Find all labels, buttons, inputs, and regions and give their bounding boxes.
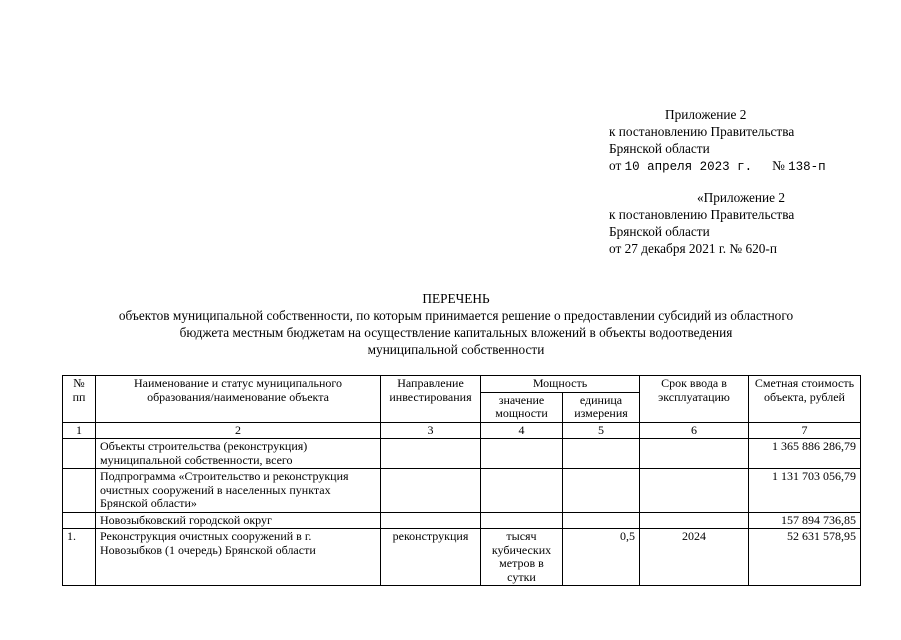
header-name: Наименование и статус муниципального образования/наименование объекта bbox=[96, 376, 381, 423]
cell-value: тысяч кубических метров в сутки bbox=[481, 529, 563, 586]
cell-num bbox=[63, 439, 96, 469]
appendix-line: от 27 декабря 2021 г. № 620-п bbox=[609, 241, 777, 256]
cell-unit bbox=[563, 512, 640, 529]
column-number: 6 bbox=[640, 422, 749, 439]
number-value: 138-п bbox=[788, 160, 826, 174]
cell-name: Подпрограмма «Строительство и реконструкция очистных сооружений в населенных пунктах Брянской области» bbox=[96, 469, 381, 513]
cell-name: Реконструкция очистных сооружений в г. Новозыбков (1 очередь) Брянской области bbox=[96, 529, 381, 586]
cell-year: 2024 bbox=[640, 529, 749, 586]
appendix-current bbox=[609, 106, 826, 176]
cell-unit: 0,5 bbox=[563, 529, 640, 586]
cell-direction: реконструкция bbox=[381, 529, 481, 586]
appendix-title: «Приложение 2 bbox=[697, 190, 785, 205]
objects-table bbox=[62, 375, 861, 586]
appendix-line: к постановлению Правительства bbox=[609, 207, 795, 222]
cell-cost: 1 131 703 056,79 bbox=[749, 469, 861, 513]
table-row bbox=[63, 512, 861, 529]
appendix-line: Брянской области bbox=[609, 141, 710, 156]
cell-direction bbox=[381, 469, 481, 513]
appendix-title: Приложение 2 bbox=[665, 107, 747, 122]
cell-name: Объекты строительства (реконструкция) муниципальной собственности, всего bbox=[96, 439, 381, 469]
cell-num bbox=[63, 512, 96, 529]
cell-direction bbox=[381, 439, 481, 469]
appendix-date-line bbox=[609, 157, 826, 176]
document-subtitle: бюджета местным бюджетам на осуществление капитальных вложений в объекты водоотведения bbox=[179, 325, 733, 340]
header-capacity-value: значение мощности bbox=[481, 392, 563, 422]
date-value: 10 апреля 2023 г. bbox=[624, 160, 753, 174]
cell-num: 1. bbox=[63, 529, 96, 586]
cell-value bbox=[481, 512, 563, 529]
table-row bbox=[63, 439, 861, 469]
table-row bbox=[63, 469, 861, 513]
document-title: ПЕРЕЧЕНЬ bbox=[422, 291, 490, 306]
table-row bbox=[63, 529, 861, 586]
appendix-line: к постановлению Правительства bbox=[609, 124, 795, 139]
table-header-row bbox=[63, 376, 861, 393]
cell-name: Новозыбковский городской округ bbox=[96, 512, 381, 529]
document-subtitle: объектов муниципальной собственности, по которым принимается решение о предоставлении субсидий из областного bbox=[118, 308, 794, 323]
header-commissioning: Срок ввода в эксплуатацию bbox=[640, 376, 749, 423]
cell-cost: 1 365 886 286,79 bbox=[749, 439, 861, 469]
document-subtitle: муниципальной собственности bbox=[367, 342, 545, 357]
cell-value bbox=[481, 439, 563, 469]
cell-year bbox=[640, 439, 749, 469]
header-direction: Направление инвестирования bbox=[381, 376, 481, 423]
column-number: 4 bbox=[481, 422, 563, 439]
cell-cost: 52 631 578,95 bbox=[749, 529, 861, 586]
cell-unit bbox=[563, 469, 640, 513]
cell-num bbox=[63, 469, 96, 513]
cell-year bbox=[640, 469, 749, 513]
header-num: № пп bbox=[63, 376, 96, 423]
cell-value bbox=[481, 469, 563, 513]
column-number: 3 bbox=[381, 422, 481, 439]
header-capacity-unit: единица измерения bbox=[563, 392, 640, 422]
number-prefix: № bbox=[772, 158, 785, 173]
date-prefix: от bbox=[609, 158, 622, 173]
cell-unit bbox=[563, 439, 640, 469]
column-number: 7 bbox=[749, 422, 861, 439]
document-heading bbox=[40, 290, 872, 358]
appendix-line: Брянской области bbox=[609, 224, 710, 239]
table-column-numbers-row bbox=[63, 422, 861, 439]
cell-year bbox=[640, 512, 749, 529]
header-cost: Сметная стоимость объекта, рублей bbox=[749, 376, 861, 423]
column-number: 5 bbox=[563, 422, 640, 439]
cell-cost: 157 894 736,85 bbox=[749, 512, 861, 529]
appendix-previous bbox=[609, 189, 794, 257]
header-capacity: Мощность bbox=[481, 376, 640, 393]
column-number: 2 bbox=[96, 422, 381, 439]
column-number: 1 bbox=[63, 422, 96, 439]
cell-direction bbox=[381, 512, 481, 529]
